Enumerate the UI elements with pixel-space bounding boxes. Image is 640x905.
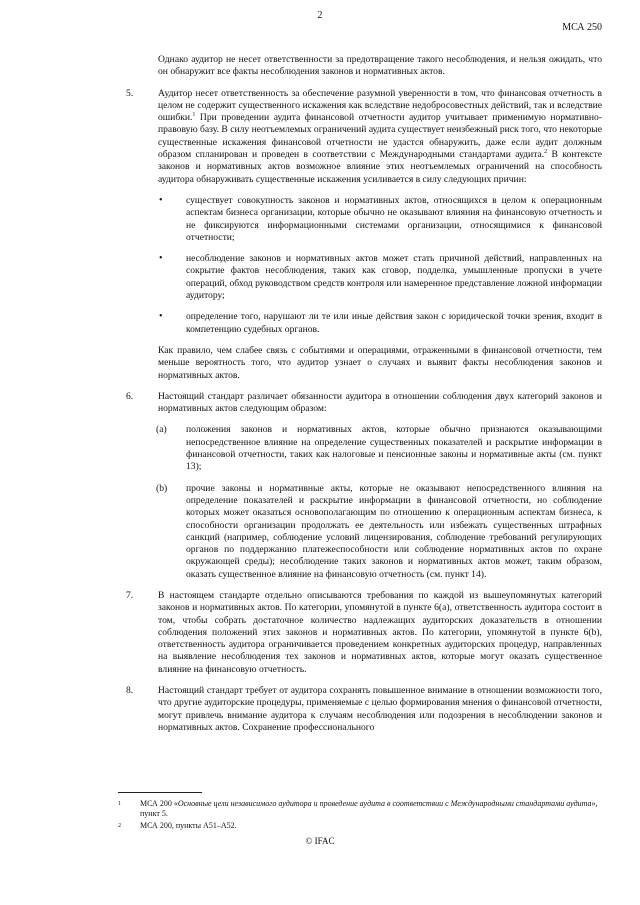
bullet-item — [159, 253, 602, 302]
paragraph-5 — [126, 87, 602, 186]
bullet-text: определение того, нарушают ли те или иные действия закон с юридической точки зрения, входит в компетенцию судебных органов. — [186, 311, 602, 335]
paragraph-number: 7. — [126, 589, 134, 601]
footnote-1 — [118, 799, 602, 819]
footnote-prefix: МСА 200 « — [140, 799, 178, 808]
paragraph-5-closing: Как правило, чем слабее связь с событиями и операциями, отраженными в финансовой отчетности, тем меньше вероятность того, что аудитор узнает о случаях и выявит факты несоблюдения законов и нормативных актов. — [158, 344, 602, 381]
paragraph-text: В контексте законов и нормативных актов возможное влияние этих неотъемлемых ограничений на способность аудитора обнаруживать существенные искажения усиливается в силу следующих причин: — [158, 149, 602, 185]
paragraph-6 — [126, 390, 602, 416]
paragraph-text: В настоящем стандарте отдельно описываются требования по каждой из вышеупомянутых категорий законов и нормативных актов. По категории, упомянутой в пункте 6(a), ответственность аудитора состоит в том, чтобы собрать достаточное количество надлежащих аудиторских доказательств в отношении соблюдения положений этих законов и нормативных актов. По категории, упомянутой в пункте 6(b), ответственность аудитора ограничивается проведением конкретных аудиторских процедур, направленных на выявление несоблюдения тех законов и нормативных актов, которые могут оказать существенное влияние на финансовую отчетность. — [158, 589, 602, 675]
paragraph-8 — [126, 685, 602, 734]
document-body — [0, 54, 640, 743]
sub-item-text: положения законов и нормативных актов, которые обычно признаются оказывающими непосредственное влияние на определение существенных показателей и раскрытие информации в финансовой отчетности, таких как налоговые и пенсионные законы и нормативные акты (см. пункт 13); — [186, 424, 602, 473]
footnote-title: Основные цели независимого аудитора и проведение аудита в соответствии с Международными стандартами аудита — [177, 799, 592, 808]
intro-paragraph: Однако аудитор не несет ответственности за предотвращение такого несоблюдения, и нельзя ожидать, что он обнаружит все факты несоблюдения законов и нормативных актов. — [158, 54, 602, 78]
sub-item-b — [156, 482, 602, 581]
copyright-footer: © IFAC — [305, 836, 335, 846]
footnote-divider — [118, 792, 202, 793]
sub-item-label: (a) — [156, 424, 167, 436]
footnote-text — [140, 799, 602, 819]
footnote-ref: 2 — [544, 148, 548, 155]
footnote-2 — [118, 821, 602, 831]
standard-code: МСА 250 — [562, 22, 602, 33]
bullet-text: существует совокупность законов и нормативных актов, относящихся в целом к операционным аспектам бизнеса организации, которые обычно не оказывают влияния на финансовую отчетность и не фиксируются информационными системами организации, относящимися к финансовой отчетности; — [186, 194, 602, 243]
bullet-icon: • — [159, 194, 163, 206]
footnote-ref: 1 — [192, 112, 196, 118]
paragraph-number: 8. — [126, 685, 134, 697]
sub-item-text: прочие законы и нормативные акты, которые не оказывают непосредственного влияния на определение показателей и раскрытие информации в финансовой отчетности, но соблюдение которых может оказаться основополагающим по отношению к операционным аспектам бизнеса, к способности организации продолжать ее деятельность или избежать существенных штрафных санкций (например, соблюдение условий лицензирования, соблюдение требований регулирующих органов по поддержанию платежеспособности или соблюдение нормативных актов по охране окружающей среды); несоблюдение таких законов и нормативных актов может, таким образом, оказать существенное влияние на финансовую отчетность (см. пункт 14). — [186, 482, 602, 580]
sub-item-label: (b) — [156, 482, 168, 494]
paragraph-number: 6. — [126, 390, 134, 402]
paragraph-text: Настоящий стандарт требует от аудитора сохранять повышенное внимание в отношении возможности того, что другие аудиторские процедуры, применяемые с целью формирования мнения о финансовой отчетности, могут привлечь внимание аудитора к случаям несоблюдения или подозрения в несоблюдении законов и нормативных актов. Сохранение профессионального — [158, 685, 602, 733]
paragraph-number: 5. — [126, 87, 134, 99]
bullet-item — [159, 194, 602, 244]
footnote-text: МСА 200, пункты A51–A52. — [140, 821, 237, 830]
footnote-number: 1 — [118, 801, 121, 807]
paragraph-text: При проведении аудита финансовой отчетности аудитор учитывает применимую нормативно-правовую базу. В силу неотъемлемых ограничений аудита существует неизбежный риск того, что некоторые существенные искажения финансовой отчетности не удастся обнаружить, даже если аудит должным образом спланирован и проведен в соответствии с Международными стандартами аудита. — [158, 112, 602, 161]
paragraph-7 — [126, 589, 602, 676]
sub-item-a — [156, 424, 602, 473]
paragraph-text: Настоящий стандарт различает обязанности аудитора в отношении соблюдения двух категорий законов и нормативных актов следующим образом: — [158, 390, 602, 415]
paragraph-text: Аудитор несет ответственность за обеспечение разумной уверенности в том, что финансовая отчетность в целом не содержит существенного искажения как вследствие недобросовестных действий, так и вследствие ошибки. — [158, 87, 602, 124]
bullet-icon: • — [159, 253, 163, 265]
page-number: 2 — [317, 10, 323, 21]
bullet-item — [159, 311, 602, 336]
bullet-icon: • — [159, 311, 163, 323]
bullet-text: несоблюдение законов и нормативных актов может стать причиной действий, направленных на сокрытие фактов несоблюдения, таких как сговор, подделка, умышленные пропуски в учете операций, обход руководством средств контроля или намеренное представление ложной информации аудитору; — [186, 253, 602, 302]
footnote-number: 2 — [118, 823, 121, 829]
footnote-suffix: », пункт 5. — [140, 799, 598, 818]
